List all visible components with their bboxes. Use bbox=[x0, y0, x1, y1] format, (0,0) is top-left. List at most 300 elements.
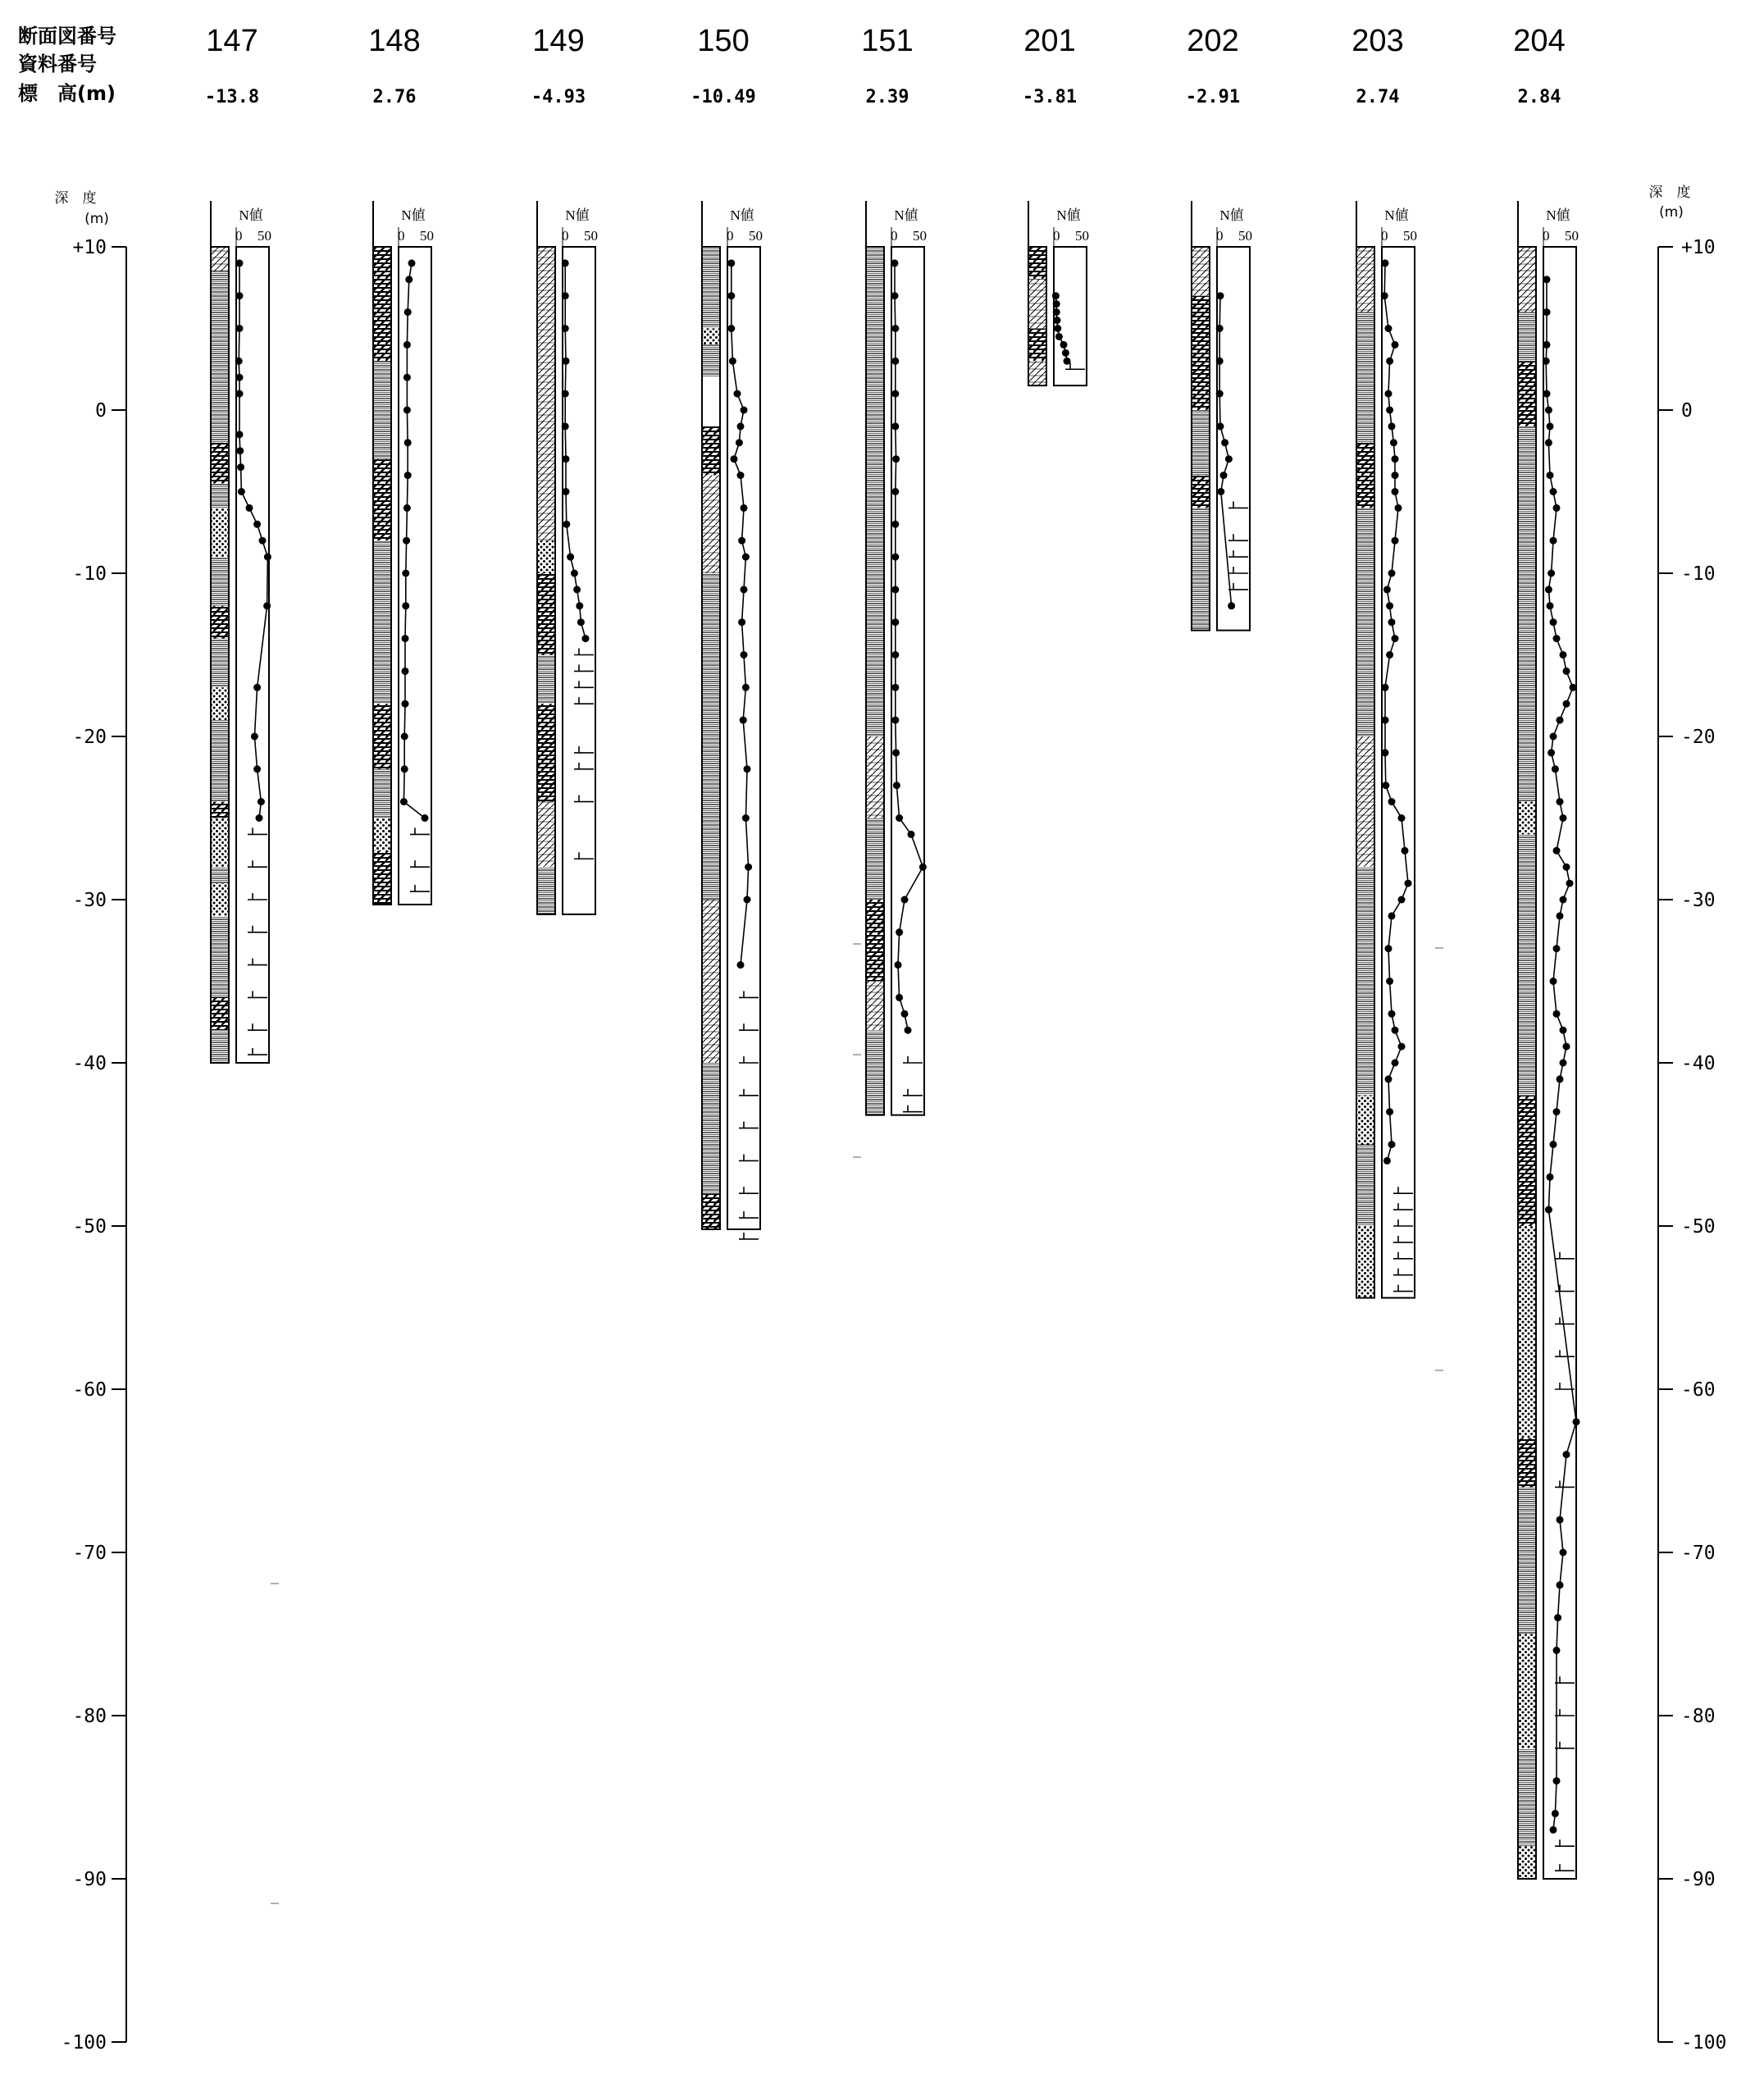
n-value-point bbox=[1557, 1581, 1564, 1589]
scan-specks bbox=[271, 943, 1443, 1904]
log-id: 147 bbox=[206, 24, 258, 58]
soil-layer bbox=[702, 247, 720, 329]
n-value-point bbox=[1388, 798, 1396, 805]
n-value-point bbox=[742, 684, 750, 691]
n-value-point bbox=[1388, 618, 1396, 626]
soil-layer bbox=[1518, 802, 1536, 835]
n-value-point bbox=[727, 259, 735, 267]
n-value-point bbox=[401, 733, 408, 741]
n-value-point bbox=[1547, 602, 1554, 609]
n-value-point bbox=[1225, 455, 1233, 463]
soil-layer bbox=[1518, 834, 1536, 1095]
n-value-point bbox=[258, 798, 265, 805]
right-axis-tick-label: -100 bbox=[1681, 2032, 1727, 2053]
n-value-point bbox=[1557, 798, 1564, 805]
right-axis-tick-label: -40 bbox=[1681, 1053, 1716, 1074]
left-axis-tick-label: -60 bbox=[72, 1379, 107, 1401]
n-value-point bbox=[1560, 1549, 1567, 1557]
soil-layer bbox=[1356, 1226, 1374, 1298]
n-value-point bbox=[892, 455, 900, 463]
n-value-point bbox=[1550, 1141, 1557, 1148]
n-value-point bbox=[893, 782, 900, 789]
soil-layer bbox=[1518, 1226, 1536, 1438]
n-value-point bbox=[1053, 308, 1060, 316]
n-value-point bbox=[1553, 1647, 1561, 1654]
n-value-point bbox=[891, 521, 899, 528]
n-value-point bbox=[891, 684, 899, 691]
n-value-point bbox=[1055, 333, 1063, 340]
n-value-line bbox=[1384, 263, 1408, 1161]
n-value-point bbox=[402, 635, 409, 642]
n-value-min: 0 bbox=[1381, 228, 1388, 244]
soil-layer bbox=[1192, 410, 1210, 476]
n-value-point bbox=[737, 472, 745, 479]
n-value-point bbox=[1381, 292, 1388, 299]
soil-layer bbox=[702, 426, 720, 476]
log-id: 202 bbox=[1187, 24, 1239, 58]
log-id: 148 bbox=[368, 24, 421, 58]
soil-layer bbox=[1518, 1748, 1536, 1846]
n-value-point bbox=[1388, 1141, 1396, 1148]
n-value-line bbox=[1546, 280, 1576, 1830]
n-value-point bbox=[729, 358, 736, 365]
soil-layer bbox=[373, 540, 391, 704]
n-value-point bbox=[1553, 945, 1561, 952]
n-value-max: 50 bbox=[420, 228, 434, 244]
n-value-point bbox=[403, 407, 411, 414]
n-value-point bbox=[1052, 292, 1060, 299]
n-value-point bbox=[1385, 325, 1393, 332]
n-value-point bbox=[237, 463, 244, 471]
n-value-point bbox=[1383, 1157, 1391, 1165]
soil-layer bbox=[1356, 508, 1374, 736]
n-value-point bbox=[1220, 472, 1228, 479]
right-axis-tick-label: -60 bbox=[1681, 1379, 1716, 1401]
n-value-point bbox=[404, 308, 412, 316]
left-axis-tick-label: -80 bbox=[72, 1706, 107, 1727]
n-value-max: 50 bbox=[749, 228, 763, 244]
right-axis-tick-label: +10 bbox=[1681, 237, 1716, 258]
n-value-header: N値 bbox=[1546, 207, 1570, 223]
n-value-max: 50 bbox=[913, 228, 927, 244]
n-value-point bbox=[1545, 1206, 1552, 1214]
n-value-point bbox=[1217, 292, 1224, 299]
right-axis-tick-label: -10 bbox=[1681, 563, 1716, 585]
n-value-point bbox=[1550, 488, 1557, 495]
soil-layer bbox=[373, 361, 391, 458]
n-value-point bbox=[737, 961, 745, 969]
n-value-point bbox=[1382, 717, 1389, 724]
n-value-point bbox=[1386, 978, 1393, 985]
n-value-box bbox=[727, 247, 760, 1229]
n-value-point bbox=[901, 1010, 909, 1018]
soil-layer bbox=[211, 247, 229, 271]
n-value-point bbox=[563, 521, 570, 528]
soil-layer bbox=[373, 818, 391, 851]
log-elevation: -4.93 bbox=[531, 87, 586, 107]
soil-layer bbox=[702, 344, 720, 377]
n-value-point bbox=[1547, 1174, 1554, 1181]
n-value-point bbox=[1563, 700, 1570, 708]
n-value-point bbox=[1553, 1010, 1561, 1018]
n-value-point bbox=[563, 358, 570, 365]
n-value-point bbox=[1221, 439, 1228, 446]
n-value-point bbox=[1405, 880, 1412, 887]
log-id: 151 bbox=[861, 24, 914, 58]
soil-layer bbox=[211, 818, 229, 868]
soil-layer bbox=[211, 508, 229, 557]
n-value-point bbox=[402, 668, 409, 675]
soil-layer bbox=[1518, 1634, 1536, 1748]
soil-layer bbox=[211, 883, 229, 916]
n-value-point bbox=[737, 422, 745, 430]
n-value-point bbox=[896, 928, 903, 936]
soil-layer bbox=[866, 573, 884, 736]
soil-layer bbox=[1518, 426, 1536, 508]
n-value-point bbox=[892, 749, 900, 756]
n-value-point bbox=[1216, 358, 1224, 365]
n-value-point bbox=[1392, 341, 1399, 349]
n-value-point bbox=[1543, 390, 1551, 398]
soil-layer bbox=[866, 982, 884, 1031]
n-value-point bbox=[1392, 1027, 1399, 1034]
n-value-point bbox=[727, 325, 735, 332]
soil-layer bbox=[866, 344, 884, 573]
log-elevation: -13.8 bbox=[204, 87, 260, 107]
left-axis-tick-label: -30 bbox=[72, 890, 107, 911]
log-elevation: -10.49 bbox=[691, 87, 756, 107]
n-value-point bbox=[562, 325, 569, 332]
soil-layer bbox=[1518, 361, 1536, 426]
n-value-point bbox=[408, 259, 416, 267]
n-value-point bbox=[731, 455, 738, 463]
left-axis-tick-label: -40 bbox=[72, 1053, 107, 1074]
right-axis-tick-label: -30 bbox=[1681, 890, 1716, 911]
n-value-point bbox=[891, 618, 899, 626]
log-id: 150 bbox=[697, 24, 750, 58]
n-value-point bbox=[403, 537, 410, 545]
n-value-point bbox=[405, 276, 413, 283]
n-value-point bbox=[1217, 488, 1224, 495]
n-value-point bbox=[1382, 259, 1389, 267]
right-axis-unit: (m) bbox=[1659, 204, 1684, 221]
n-value-point bbox=[1388, 422, 1396, 430]
n-value-point bbox=[1547, 472, 1554, 479]
soil-layer bbox=[866, 900, 884, 982]
n-value-point bbox=[908, 831, 915, 838]
soil-layer bbox=[1518, 508, 1536, 801]
n-value-point bbox=[404, 472, 412, 479]
n-value-point bbox=[236, 325, 244, 332]
soil-layer bbox=[866, 1030, 884, 1114]
n-value-point bbox=[891, 554, 899, 561]
n-value-header: N値 bbox=[1219, 207, 1244, 223]
n-value-point bbox=[1560, 651, 1567, 659]
left-axis-tick-label: -10 bbox=[72, 563, 107, 585]
soil-layer bbox=[702, 606, 720, 900]
n-value-line bbox=[565, 263, 586, 639]
left-axis-ticks bbox=[62, 237, 126, 2053]
soil-layer bbox=[702, 329, 720, 345]
n-value-point bbox=[1398, 1043, 1406, 1051]
n-value-point bbox=[905, 1027, 912, 1034]
right-axis-tick-label: -80 bbox=[1681, 1706, 1716, 1727]
n-value-point bbox=[1547, 422, 1554, 430]
n-value-line bbox=[895, 263, 923, 1030]
n-value-box bbox=[1382, 247, 1415, 1298]
n-value-max: 50 bbox=[1403, 228, 1417, 244]
n-value-point bbox=[1560, 814, 1567, 822]
n-value-point bbox=[891, 325, 899, 332]
n-value-point bbox=[1386, 407, 1393, 414]
log-id: 149 bbox=[532, 24, 585, 58]
n-value-point bbox=[1383, 586, 1391, 593]
n-value-min: 0 bbox=[727, 228, 734, 244]
log-elevation: 2.84 bbox=[1517, 87, 1561, 107]
n-value-point bbox=[259, 537, 267, 545]
n-value-point bbox=[744, 896, 751, 904]
n-value-point bbox=[742, 814, 750, 822]
n-value-point bbox=[1382, 684, 1389, 691]
n-value-point bbox=[1553, 1777, 1561, 1785]
n-value-header: N値 bbox=[894, 207, 918, 223]
n-value-point bbox=[562, 390, 569, 398]
n-value-point bbox=[1386, 602, 1393, 609]
left-axis-tick-label: -20 bbox=[72, 727, 107, 748]
soil-layer bbox=[211, 557, 229, 606]
left-axis-tick-label: -90 bbox=[72, 1869, 107, 1890]
n-value-line bbox=[1219, 296, 1231, 606]
n-value-header: N値 bbox=[565, 207, 590, 223]
n-value-point bbox=[1385, 1075, 1393, 1083]
n-value-point bbox=[1563, 1043, 1570, 1051]
soil-layer bbox=[1518, 1487, 1536, 1634]
n-value-point bbox=[1386, 1108, 1393, 1115]
n-value-point bbox=[891, 358, 899, 365]
n-value-min: 0 bbox=[398, 228, 405, 244]
n-value-point bbox=[1385, 945, 1393, 952]
log-elevation: 2.76 bbox=[372, 87, 417, 107]
n-value-point bbox=[1563, 668, 1570, 675]
left-depth-axis bbox=[55, 190, 127, 2053]
n-value-point bbox=[1560, 1027, 1567, 1034]
soil-layer bbox=[702, 1063, 720, 1193]
n-value-point bbox=[1545, 586, 1552, 593]
n-value-point bbox=[1216, 390, 1224, 398]
n-value-point bbox=[1553, 1108, 1561, 1115]
soil-layer bbox=[1192, 296, 1210, 410]
soil-layer bbox=[373, 459, 391, 541]
soil-layer bbox=[1028, 280, 1046, 329]
soil-layer bbox=[702, 377, 720, 426]
n-value-point bbox=[253, 765, 261, 773]
header-elevation-label: 標 高(m) bbox=[18, 82, 116, 105]
header-section-number-label: 断面図番号 bbox=[18, 25, 116, 48]
soil-layer bbox=[1518, 312, 1536, 362]
soil-layer bbox=[211, 606, 229, 639]
n-value-point bbox=[422, 814, 429, 822]
soil-layer bbox=[211, 1030, 229, 1063]
n-value-point bbox=[562, 259, 569, 267]
n-value-max: 50 bbox=[1075, 228, 1089, 244]
n-value-max: 50 bbox=[584, 228, 598, 244]
n-value-point bbox=[901, 896, 909, 904]
n-value-point bbox=[1552, 1810, 1559, 1817]
soil-layer bbox=[537, 655, 555, 704]
n-value-point bbox=[1388, 912, 1396, 919]
n-value-point bbox=[576, 602, 583, 609]
n-value-header: N値 bbox=[730, 207, 754, 223]
left-axis-tick-label: -100 bbox=[61, 2032, 107, 2053]
soil-layer bbox=[373, 769, 391, 818]
n-value-point bbox=[740, 717, 747, 724]
soil-layer bbox=[537, 247, 555, 540]
boring-log-149 bbox=[531, 24, 598, 914]
n-value-point bbox=[1392, 488, 1399, 495]
soil-layer bbox=[866, 247, 884, 344]
n-value-point bbox=[1062, 349, 1069, 357]
boring-log-203 bbox=[1351, 24, 1417, 1298]
n-value-point bbox=[1054, 325, 1061, 332]
soil-layer bbox=[1028, 329, 1046, 362]
boring-log-147 bbox=[205, 24, 271, 1063]
n-value-min: 0 bbox=[1216, 228, 1224, 244]
n-value-point bbox=[238, 488, 245, 495]
n-value-point bbox=[1557, 1075, 1564, 1083]
n-value-point bbox=[402, 700, 409, 708]
log-elevation: -2.91 bbox=[1185, 87, 1241, 107]
n-value-point bbox=[256, 814, 263, 822]
n-value-max: 50 bbox=[1238, 228, 1252, 244]
soil-layer bbox=[1518, 1438, 1536, 1488]
soil-layer bbox=[1356, 443, 1374, 508]
n-value-point bbox=[246, 504, 253, 512]
n-value-point bbox=[1560, 1060, 1567, 1067]
n-value-point bbox=[891, 422, 899, 430]
n-value-header: N値 bbox=[239, 207, 263, 223]
right-axis-tick-label: -50 bbox=[1681, 1216, 1716, 1238]
n-value-point bbox=[1392, 537, 1399, 545]
n-value-point bbox=[562, 292, 569, 299]
soil-layer bbox=[211, 687, 229, 720]
n-value-point bbox=[236, 374, 244, 381]
n-value-point bbox=[1550, 537, 1557, 545]
n-value-point bbox=[571, 570, 578, 577]
right-axis-tick-label: -90 bbox=[1681, 1869, 1716, 1890]
right-depth-axis bbox=[1649, 185, 1727, 2053]
soil-layer bbox=[211, 997, 229, 1030]
soil-layer bbox=[537, 867, 555, 914]
n-value-point bbox=[1392, 1060, 1399, 1067]
n-value-point bbox=[573, 586, 581, 593]
n-value-point bbox=[253, 521, 261, 528]
n-value-point bbox=[891, 390, 899, 398]
soil-layer bbox=[537, 802, 555, 868]
n-value-point bbox=[1554, 1614, 1561, 1621]
n-value-point bbox=[1557, 912, 1564, 919]
n-value-point bbox=[741, 651, 748, 659]
soil-layer bbox=[866, 818, 884, 900]
n-value-point bbox=[263, 602, 271, 609]
log-id: 204 bbox=[1513, 24, 1566, 58]
n-value-point bbox=[1053, 300, 1060, 308]
n-value-point bbox=[741, 586, 748, 593]
n-value-point bbox=[1382, 749, 1389, 756]
n-value-min: 0 bbox=[1543, 228, 1550, 244]
n-value-point bbox=[1054, 317, 1061, 324]
soil-layer bbox=[1356, 312, 1374, 443]
n-value-point bbox=[563, 455, 570, 463]
soil-layer bbox=[702, 900, 720, 1063]
n-value-point bbox=[727, 292, 735, 299]
n-value-point bbox=[742, 554, 750, 561]
n-value-point bbox=[404, 439, 412, 446]
boring-log-201 bbox=[1023, 24, 1089, 385]
n-value-point bbox=[896, 814, 903, 822]
n-value-min: 0 bbox=[235, 228, 243, 244]
n-value-point bbox=[1543, 308, 1551, 316]
soil-layer bbox=[537, 573, 555, 655]
n-value-point bbox=[1390, 439, 1397, 446]
n-value-header: N値 bbox=[401, 207, 426, 223]
soil-layer bbox=[1518, 247, 1536, 312]
right-axis-tick-label: -20 bbox=[1681, 727, 1716, 748]
soil-layer bbox=[702, 573, 720, 606]
soil-layer bbox=[1192, 476, 1210, 508]
n-value-point bbox=[1550, 733, 1557, 741]
n-value-point bbox=[1392, 472, 1399, 479]
soil-layer bbox=[1192, 247, 1210, 296]
soil-layer bbox=[1356, 736, 1374, 867]
n-value-point bbox=[1553, 635, 1561, 642]
soil-layer bbox=[537, 704, 555, 801]
soil-layer bbox=[373, 850, 391, 905]
n-value-point bbox=[577, 618, 585, 626]
n-value-point bbox=[745, 864, 752, 871]
n-value-point bbox=[563, 488, 570, 495]
left-axis-tick-label: -70 bbox=[72, 1543, 107, 1564]
n-value-point bbox=[1547, 570, 1555, 577]
n-value-point bbox=[403, 374, 411, 381]
n-value-point bbox=[736, 439, 743, 446]
n-value-header: N値 bbox=[1384, 207, 1409, 223]
soil-layer bbox=[1356, 247, 1374, 312]
boring-log-150 bbox=[691, 24, 763, 1239]
log-elevation: 2.74 bbox=[1356, 87, 1400, 107]
soil-layer bbox=[1356, 1145, 1374, 1227]
n-value-point bbox=[1547, 749, 1555, 756]
header-record-number-label: 資料番号 bbox=[18, 52, 97, 75]
n-value-point bbox=[401, 765, 408, 773]
boring-log-204 bbox=[1513, 24, 1579, 1879]
soil-layer bbox=[1028, 247, 1046, 280]
soil-layer bbox=[702, 476, 720, 573]
soil-layer bbox=[1518, 1846, 1536, 1879]
n-value-point bbox=[891, 586, 899, 593]
soil-layer bbox=[211, 271, 229, 443]
n-value-box bbox=[563, 247, 595, 914]
n-value-point bbox=[1382, 782, 1389, 789]
right-axis-title: 深 度 bbox=[1648, 185, 1691, 201]
n-value-point bbox=[1553, 847, 1561, 855]
n-value-min: 0 bbox=[1053, 228, 1060, 244]
soil-layer bbox=[1028, 361, 1046, 385]
soil-layer bbox=[1356, 1096, 1374, 1145]
n-value-point bbox=[1402, 847, 1409, 855]
soil-layer bbox=[866, 736, 884, 818]
boring-logs bbox=[205, 24, 1580, 1879]
n-value-point bbox=[1395, 504, 1402, 512]
